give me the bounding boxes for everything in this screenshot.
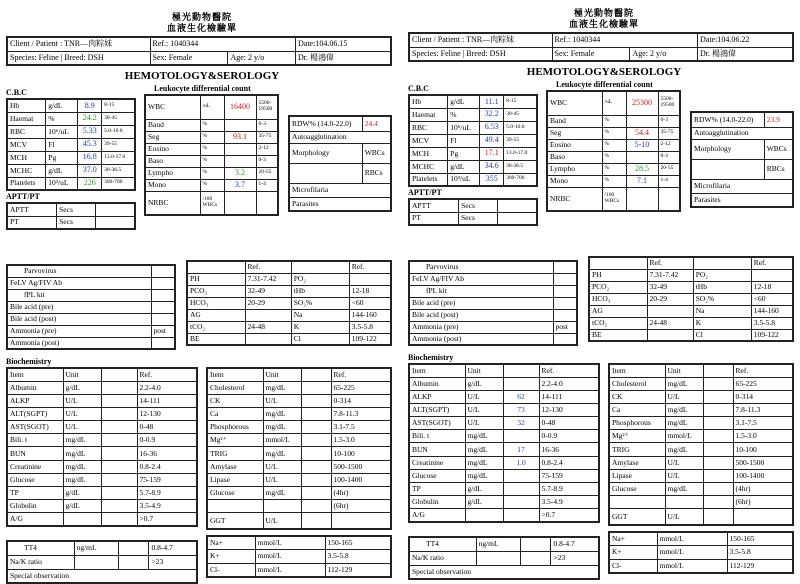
bio-heading: Biochemistry <box>6 357 52 366</box>
leuko-table: WBC /uL 25300 5500-19500 Band % 0-3 Seg % 54.4 35-75 Eosino % 5-10 2-12 Baso % 0-3 Lympho % 28.5 20-55 Mono % 7.1 1-4 NRBC /100 WBCs <box>546 90 681 212</box>
ref-no: Ref.: 1040344 <box>552 33 698 47</box>
cbc-table: Hb g/dL 11.1 8-15 Haemat % 32.2 30-45 RBC 10⁶/uL 6.53 5.0-10.0 MCV Fl 49.4 39-55 MCH Pg 17.1 13.0-17.0 MCHC g/dL 34.6 30-36.5 Platelets 10³/uL 355 300-700 <box>408 94 538 187</box>
sheet-title: 血液生化檢驗單 <box>568 19 639 29</box>
hospital-name: 極光動物醫院 <box>573 8 634 18</box>
section-title: HEMOTOLOGY&SEROLOGY <box>526 66 682 78</box>
client-label: Client / Patient : TNR—肉粽妹 <box>7 37 150 51</box>
leuko-table: WBC /uL 16400 5500-19500 Band % 0-3 Seg % 93.1 35-75 Eosino % 2-12 Baso % 0-3 Lympho % 3.2 20-55 Mono % 3.7 1-4 NRBC /100 WBCs <box>144 94 279 216</box>
section-title: HEMOTOLOGY&SEROLOGY <box>124 70 280 82</box>
client-label: Client / Patient : TNR—肉粽妹 <box>409 33 552 47</box>
leuko-heading: Leukocyte differential count <box>556 80 653 89</box>
bio-table-right: Item Unit Ref. Cholesterol mg/dL 65-225 CK U/L 0-314 Ca mg/dL 7.8-11.3 Phosphorous mg/dL 3.1-7.5 Mg²⁺ mmol/L 1.5-3.0 TRIG mg/dL 10-100 Amylase U/L 500-1500 Lipase U/L 100-1400 Glucose mg/dL (4hr) (6hr) GGT U/L <box>206 367 392 530</box>
cbc-heading: C.B.C <box>6 88 27 97</box>
electrolyte-table: Na+ mmol/L 150-165 K+ mmol/L 3.5-5.8 Cl- mmol/L 112-129 <box>206 535 392 578</box>
tt4-table: TT4 ng/mL 0.8-4.7 Na/K ratio >23 Special observation <box>6 540 198 584</box>
hospital-name: 極光動物醫院 <box>171 12 232 22</box>
date-cell: Date:104.06.22 <box>698 33 794 47</box>
aptt-heading: APTT/PT <box>6 192 40 201</box>
cbc-value: 355 <box>480 173 504 186</box>
cbc-value: 8.9 <box>78 99 102 112</box>
cbc-value: 34.6 <box>480 160 504 173</box>
cbc-table: Hb g/dL 8.9 8-15 Haemat % 24.2 30-45 RBC 10⁶/uL 5.33 5.0-10.0 MCV Fl 45.3 39-55 MCH Pg 16.8 13.0-17.0 MCHC g/dL 37.0 30-36.5 Platelets 10³/uL 226 300-700 <box>6 98 136 191</box>
cbc-value: 32.2 <box>480 108 504 121</box>
bio-table-right: Item Unit Ref. Cholesterol mg/dL 65-225 CK U/L 0-314 Ca mg/dL 7.8-11.3 Phosphorous mg/dL 3.1-7.5 Mg²⁺ mmol/L 1.5-3.0 TRIG mg/dL 10-100 Amylase U/L 500-1500 Lipase U/L 100-1400 Glucose mg/dL (4hr) (6hr) GGT U/L <box>608 363 794 526</box>
serology-table: Parvovirus FeLV Ag/FIV Ab fPL kit Bile acid (pre) Bile acid (post) Ammonia (pre) post Ammonia (post) <box>6 264 176 350</box>
cbc-value: 24.2 <box>78 112 102 125</box>
rdw-table: RDW% (14.0-22.0) 23.9 Autoagglutination Morphology WBCs RBCs Microfilaria Parasites <box>690 111 794 208</box>
ref-no: Ref.: 1040344 <box>150 37 296 51</box>
bio-heading: Biochemistry <box>408 353 454 362</box>
aptt-table: APTT Secs PT Secs <box>408 198 538 226</box>
cbc-value: 37.0 <box>78 164 102 177</box>
cbc-value: 16.8 <box>78 151 102 164</box>
aptt-table: APTT Secs PT Secs <box>6 202 136 230</box>
cbc-value: 5.33 <box>78 125 102 138</box>
gas-table: Ref. Ref. PH 7.31-7.42 PO₂ PCO₂ 32-49 tHb 12-18 HCO₃ 20-29 SO₂% <60 AG Na 144-160 tCO₂ 24-48 K 3.5-5.8 BE Cl 109-122 <box>186 260 392 346</box>
patient-table: Client / Patient : TNR—肉粽妹 Ref.: 1040344 Date:104.06.15 Species: Feline | Breed: DSH Sex: Female Age: 2 y/o Dr. 楊鴻偉 <box>6 36 392 66</box>
leuko-heading: Leukocyte differential count <box>154 84 251 93</box>
cbc-value: 226 <box>78 177 102 190</box>
bio-table-left: Item Unit Ref. Albumin g/dL 2.2-4.0 ALKP U/L 14-111 ALT(SGPT) U/L 12-130 AST(SGOT) U/L 0-48 Bili. t mg/dL 0-0.9 BUN mg/dL 16-36 Creatinine mg/dL 0.8-2.4 Glucose mg/dL 75-159 TP g/dL 5.7-8.9 Globulin g/dL 3.5-4.9 A/G >0.7 <box>6 367 198 527</box>
rdw-table: RDW% (14.0-22.0) 24.4 Autoagglutination Morphology WBCs RBCs Microfilaria Parasites <box>288 115 392 212</box>
cbc-value: 11.1 <box>480 95 504 108</box>
bio-table-left: Item Unit Ref. Albumin g/dL 2.2-4.0 ALKP U/L 62 14-111 ALT(SGPT) U/L 73 12-130 AST(SGOT) U/L 32 0-48 Bili. t mg/dL 0-0.9 BUN mg/dL 17 16-36 Creatinine mg/dL 1.0 0.8-2.4 Glucose mg/dL 75-159 TP g/dL 5.7-8.9 Globulin g/dL 3.5-4.9 A/G >0.7 <box>408 363 600 523</box>
cbc-value: 45.3 <box>78 138 102 151</box>
patient-table: Client / Patient : TNR—肉粽妹 Ref.: 1040344 Date:104.06.22 Species: Feline | Breed: DSH Sex: Female Age: 2 y/o Dr. 楊鴻偉 <box>408 32 794 62</box>
tt4-table: TT4 ng/mL 0.8-4.7 Na/K ratio >23 Special observation <box>408 536 600 580</box>
electrolyte-table: Na+ mmol/L 150-165 K+ mmol/L 3.5-5.8 Cl- mmol/L 112-129 <box>608 531 794 574</box>
gas-table: Ref. Ref. PH 7.31-7.42 PO₂ PCO₂ 32-49 tHb 12-18 HCO₃ 20-29 SO₂% <60 AG Na 144-160 tCO₂ 24-48 K 3.5-5.8 BE Cl 109-122 <box>588 256 794 342</box>
serology-table: Parvovirus FeLV Ag/FIV Ab fPL kit Bile acid (pre) Bile acid (post) Ammonia (pre) post Ammonia (post) <box>408 260 578 346</box>
aptt-heading: APTT/PT <box>408 188 442 197</box>
cbc-value: 6.53 <box>480 121 504 134</box>
sheet-title: 血液生化檢驗單 <box>166 23 237 33</box>
report-right <box>408 0 800 576</box>
cbc-value: 49.4 <box>480 134 504 147</box>
date-cell: Date:104.06.15 <box>296 37 392 51</box>
report-left <box>6 0 398 580</box>
cbc-value: 17.1 <box>480 147 504 160</box>
cbc-heading: C.B.C <box>408 84 429 93</box>
